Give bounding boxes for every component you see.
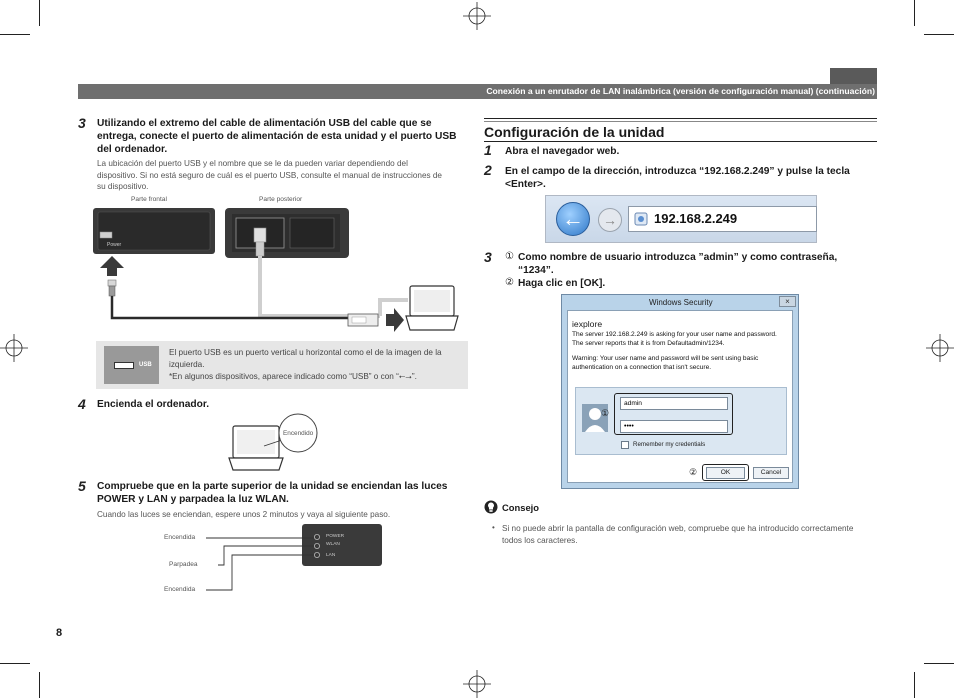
step-1-title: Abra el navegador web. (505, 146, 620, 157)
step-2-title: En el campo de la dirección, introduzca “192.168.2.249” y pulse la tecla <Enter>. (505, 166, 850, 190)
tip-icon (484, 500, 498, 514)
power-on-label: Encendido (283, 430, 314, 437)
step-3-note: La ubicación del puerto USB y el nombre que se le da pueden variar dependiendo del dispositivo. Si no está seguro de cuál es el puerto USB, consulte el manual de instrucciones de su dispositivo. (97, 159, 442, 191)
crop-mark (0, 663, 30, 664)
section-rule-bottom (484, 141, 877, 142)
led-lan-state: Encendida (164, 586, 196, 593)
crop-mark (924, 34, 954, 35)
ok-marker-2: ② (689, 467, 698, 477)
cancel-button[interactable]: Cancel (753, 467, 789, 479)
close-icon: × (785, 297, 790, 306)
led-indicator-illustration (204, 522, 384, 597)
step-5-title: Compruebe que en la parte superior de la unidad se enciendan las luces POWER y LAN y parpadea la luz WLAN. (97, 481, 448, 505)
tip-title: Consejo (502, 502, 539, 513)
step-3-line-1: Como nombre de usuario introduzca ”admin” y como contraseña, “1234”. (518, 252, 838, 276)
laptop-power-illustration (228, 412, 330, 474)
dialog-title: Windows Security (649, 298, 713, 307)
step-number: 3 (484, 249, 492, 265)
crop-mark (914, 0, 915, 26)
address-value: 192.168.2.249 (654, 211, 738, 226)
power-port-label: Power (107, 242, 122, 248)
header-tab (830, 68, 877, 85)
marker-1: ① (505, 251, 514, 262)
username-input[interactable] (620, 397, 728, 410)
dialog-warning: Warning: Your user name and password will be sent using basic authentication on a connection that isn't secure. (572, 355, 759, 371)
back-button[interactable] (556, 202, 590, 236)
usb-note-text-2: *En algunos dispositivos, aparece indicado como “USB” o con “⭠⭢”. (169, 372, 417, 381)
step-number: 3 (78, 115, 86, 131)
crop-mark (0, 34, 30, 35)
page-icon (634, 212, 648, 226)
usb-connection-illustration (90, 204, 465, 334)
dialog-message: The server 192.168.2.249 is asking for your user name and password. The server reports that it is from Defaultadmin/1234. (572, 331, 777, 347)
crop-mark (39, 0, 40, 26)
tip-text: Si no puede abrir la pantalla de configuración web, compruebe que ha introducido correctamente todos los caracteres. (502, 524, 854, 545)
led-lan-label: LAN (326, 553, 336, 558)
registration-mark (463, 670, 491, 698)
page-header-title: Conexión a un enrutador de LAN inalámbrica (versión de configuración manual) (continuación) (486, 86, 875, 96)
marker-2: ② (505, 277, 514, 288)
section-rule-top-2 (484, 121, 877, 122)
step-number: 4 (78, 396, 86, 412)
step-3-title: Utilizando el extremo del cable de alimentación USB del cable que se entrega, conecte el puerto de alimentación de esta unidad y el puerto USB del ordenador. (97, 118, 457, 155)
step-3-line-2: Haga clic en [OK]. (518, 278, 606, 289)
forward-button[interactable] (598, 208, 622, 232)
tip-bullet-dot: • (492, 523, 495, 532)
step-number: 2 (484, 162, 492, 178)
crop-mark (39, 672, 40, 698)
remember-checkbox[interactable] (621, 441, 629, 449)
crop-mark (914, 672, 915, 698)
section-title: Configuración de la unidad (484, 124, 665, 140)
led-power-state: Encendida (164, 534, 196, 541)
led-wlan-state: Parpadea (169, 561, 198, 568)
usb-port-label: USB (139, 362, 152, 368)
remember-label: Remember my credentials (633, 441, 706, 448)
page-number: 8 (56, 627, 63, 639)
registration-mark (926, 334, 954, 362)
registration-mark (463, 2, 491, 30)
crop-mark (924, 663, 954, 664)
dialog-close-button[interactable] (779, 296, 796, 307)
step-5-note: Cuando las luces se enciendan, espere unos 2 minutos y vaya al siguiente paso. (97, 510, 391, 519)
credentials-marker-1: ① (601, 408, 610, 418)
step-number: 5 (78, 478, 86, 494)
usb-port-icon (114, 362, 134, 369)
label-back: Parte posterior (259, 196, 303, 203)
led-power-label: POWER (326, 534, 345, 539)
ok-button[interactable]: OK (706, 467, 745, 479)
usb-note-text-1: El puerto USB es un puerto vertical u horizontal como el de la imagen de la izquierda. (169, 348, 442, 369)
dialog-app-name: iexplore (572, 319, 603, 329)
forward-arrow-icon: → (603, 212, 617, 228)
step-number: 1 (484, 142, 492, 158)
step-4-title: Encienda el ordenador. (97, 399, 210, 410)
back-arrow-icon: ← (562, 206, 584, 231)
registration-mark (0, 334, 28, 362)
password-input[interactable] (620, 420, 728, 433)
section-rule-top (484, 118, 877, 119)
label-front: Parte frontal (131, 196, 167, 203)
led-wlan-label: WLAN (326, 542, 340, 547)
